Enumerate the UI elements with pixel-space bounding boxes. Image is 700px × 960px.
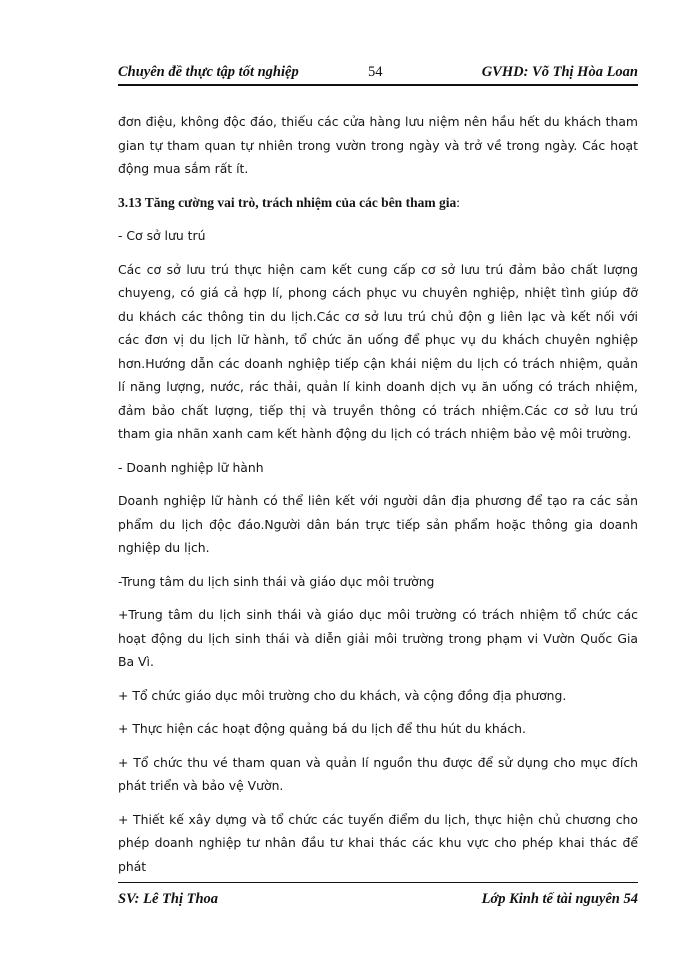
subheading-accommodation: - Cơ sở lưu trú xyxy=(118,228,206,243)
page-footer xyxy=(118,882,638,911)
list-item-tickets: + Tổ chức thu vé tham quan và quản lí nguồn thu được để sử dụng cho mục đích phát triển và bảo vệ Vườn. xyxy=(118,754,638,793)
intro-paragraph: đơn điệu, không độc đáo, thiếu các cửa hàng lưu niệm nên hầu hết du khách tham gian tự tham quan tự nhiên trong vườn trong ngày và trở về trong ngày. Các hoạt động mua sắm rất ít. xyxy=(118,114,638,176)
footer-student: SV: Lê Thị Thoa xyxy=(118,891,219,907)
paragraph-ecotourism-center: +Trung tâm du lịch sinh thái và giáo dục môi trường có trách nhiệm tổ chức các hoạt động du lịch sinh thái và diễn giải môi trường trong phạm vi Vườn Quốc Gia Ba Vì. xyxy=(118,607,638,669)
header-page-number: 54 xyxy=(368,64,383,80)
section-heading-text: 3.13 Tăng cường vai trò, trách nhiệm của các bên tham gia xyxy=(118,194,457,210)
header-supervisor: GVHD: Võ Thị Hòa Loan xyxy=(481,64,638,80)
paragraph-accommodation: Các cơ sở lưu trú thực hiện cam kết cung cấp cơ sở lưu trú đảm bảo chất lượng chuyeng, có giá cả hợp lí, phong cách phục vu chuyên nghiệp, nhiệt tình giúp đỡ du khách các thông tin du lịch.Các cơ sở lưu trú chủ độn g liên lạc và kết nối với các đơn vị du lịch lữ hành, tổ chức ăn uống để phục vụ du khách chuyên nghiệp hơn.Hướng dẫn các doanh nghiệp tiếp cận khái niệm du lịch có trách nhiệm, quản lí năng lượng, nước, rác thải, quản lí kinh doanh dịch vụ ăn uống có trách nhiệm, đảm bảo chất lượng, tiếp thị và truyền thông có trách nhiệm.Các cơ sở lưu trú tham gia nhãn xanh cam kết hành động du lịch có trách nhiệm bảo vệ môi trường. xyxy=(118,261,638,441)
header-document-title: Chuyên đề thực tập tốt nghiệp xyxy=(118,64,299,80)
list-item-routes: + Thiết kế xây dựng và tổ chức các tuyến điểm du lịch, thực hiện chủ chương cho phép doanh nghiệp tư nhân đầu tư khai thác các khu vực cho phép khai thác để phát xyxy=(118,811,638,874)
page-header xyxy=(118,62,638,86)
section-heading-colon: : xyxy=(456,194,460,210)
list-item-education: + Tổ chức giáo dục môi trường cho du khách, và cộng đồng địa phương. xyxy=(118,687,567,703)
paragraph-travel-business: Doanh nghiệp lữ hành có thể liên kết với người dân địa phương để tạo ra các sản phẩm du lịch độc đáo.Người dân bán trực tiếp sản phẩm hoặc thông gia doanh nghiệp du lịch. xyxy=(118,493,638,555)
footer-class: Lớp Kinh tế tài nguyên 54 xyxy=(481,891,638,907)
list-item-promotion: + Thực hiện các hoạt động quảng bá du lịch để thu hút du khách. xyxy=(118,721,526,736)
section-heading xyxy=(118,191,638,215)
subheading-travel-business: - Doanh nghiệp lữ hành xyxy=(118,459,264,475)
page-body xyxy=(118,110,638,888)
subheading-ecotourism-center: -Trung tâm du lịch sinh thái và giáo dục môi trường xyxy=(118,573,435,589)
